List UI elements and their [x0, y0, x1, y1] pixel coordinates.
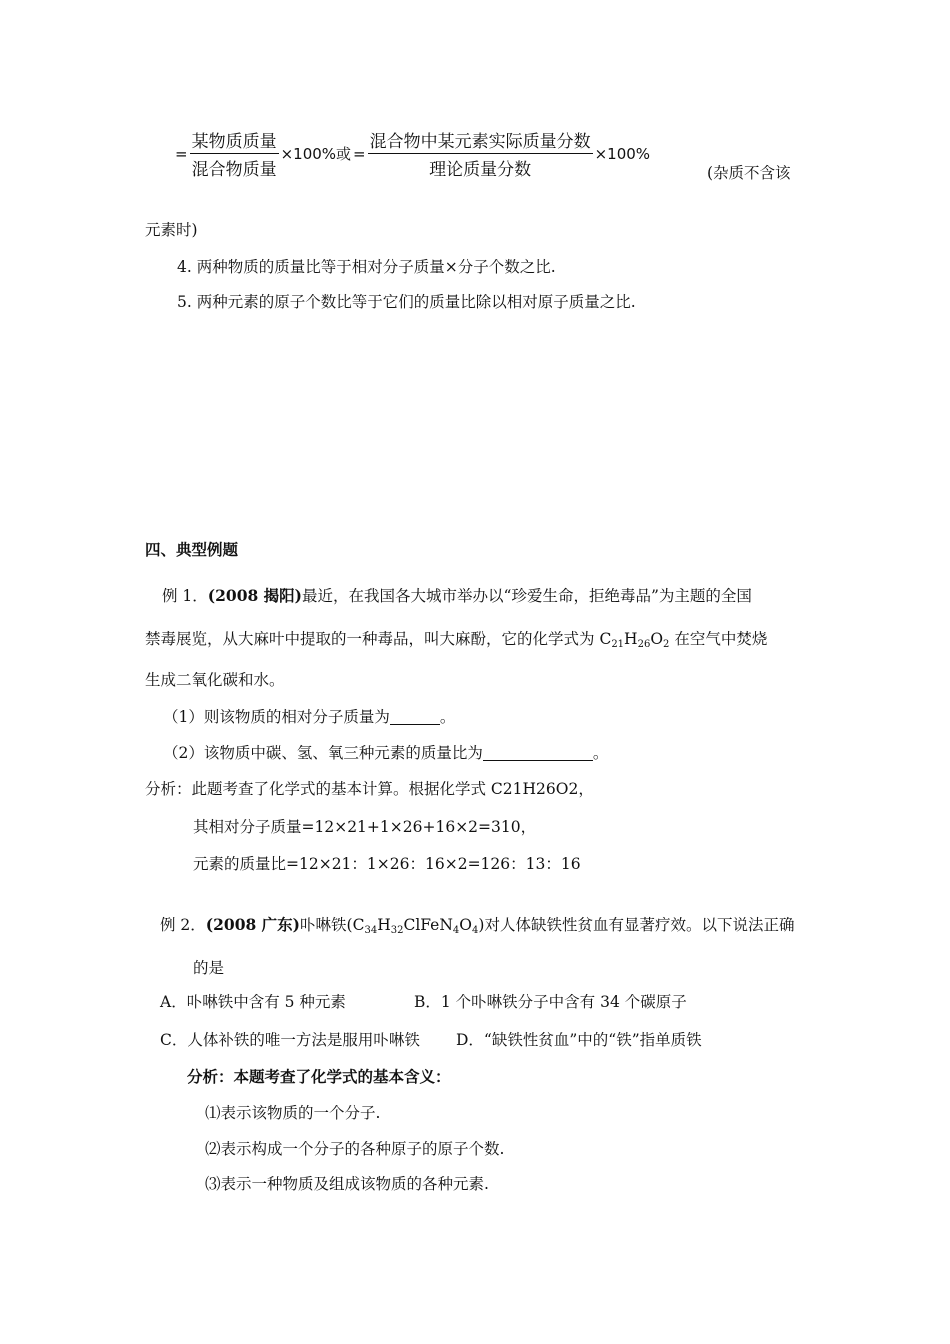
formula-element: C — [352, 916, 365, 934]
formula-subscript: 4 — [452, 925, 460, 936]
fraction-mass-ratio — [190, 127, 279, 180]
example-2-analysis: 分析：本题考查了化学式的基本含义： — [187, 1067, 451, 1086]
formula-element: ClFeN — [403, 916, 453, 934]
rule-4: 4. 两种物质的质量比等于相对分子质量×分子个数之比. — [177, 258, 556, 276]
question-2 — [163, 741, 608, 763]
example-2-line-2: 的是 — [193, 959, 225, 977]
example-1-text: 在空气中焚烧 — [669, 630, 768, 648]
formula-subscript: 2 — [663, 639, 670, 650]
formula-subscript: 34 — [364, 925, 378, 936]
calc-molecular-mass: 其相对分子质量=12×21+1×26+16×2=310， — [193, 818, 537, 836]
question-end: 。 — [439, 708, 456, 726]
calc-mass-ratio: 元素的质量比=12×21：1×26：16×2=126：13：16 — [193, 855, 581, 873]
fraction-numerator: 混合物中某元素实际质量分数 — [368, 127, 593, 154]
example-1-source: (2008 揭阳) — [207, 586, 303, 605]
option-a: A．卟啉铁中含有 5 种元素 — [160, 993, 346, 1011]
answer-blank[interactable] — [390, 708, 440, 725]
meaning-2: ⑵表示构成一个分子的各种原子的原子个数. — [205, 1140, 505, 1158]
rule-5: 5. 两种元素的原子个数比等于它们的质量比除以相对原子质量之比. — [177, 293, 636, 311]
times-percent: ×100% — [594, 144, 651, 163]
fraction-denominator: 混合物质量 — [191, 160, 277, 180]
example-1-line-1 — [162, 584, 752, 606]
formula-element: O — [459, 916, 473, 934]
example-2-prefix: 例 2． — [160, 916, 206, 934]
example-1-text: 禁毒展览，从大麻叶中提取的一种毒品，叫大麻酚，它的化学式为 — [145, 630, 600, 648]
example-1-text: 最近，在我国各大城市举办以“珍爱生命，拒绝毒品”为主题的全国 — [302, 587, 752, 605]
question-text: （2）该物质中碳、氢、氧三种元素的质量比为 — [163, 744, 483, 762]
chemical-formula — [353, 916, 479, 934]
fraction-denominator: 理论质量分数 — [429, 160, 532, 180]
equals-sign: = — [175, 144, 188, 163]
question-text: （1）则该物质的相对分子质量为 — [163, 708, 390, 726]
formula-element: C — [599, 630, 612, 648]
chemical-formula — [599, 630, 669, 648]
formula-element: H — [624, 630, 638, 648]
formula-note: (杂质不含该 — [707, 164, 791, 182]
question-end: 。 — [592, 744, 609, 762]
formula-element: H — [377, 916, 391, 934]
times-percent: ×100%或 — [280, 145, 352, 163]
example-2-text: )对人体缺铁性贫血有显著疗效。以下说法正确 — [478, 916, 795, 934]
fraction-numerator: 某物质质量 — [190, 127, 279, 154]
answer-blank[interactable] — [483, 744, 593, 761]
example-1-line-2 — [145, 627, 767, 649]
option-b: B．1 个卟啉铁分子中含有 34 个碳原子 — [414, 993, 687, 1011]
formula-element: O — [650, 630, 664, 648]
example-2-text: 卟啉铁( — [300, 916, 353, 934]
section-heading: 四、典型例题 — [145, 540, 239, 559]
formula-subscript: 26 — [637, 639, 651, 650]
example-1-line-3: 生成二氧化碳和水。 — [145, 671, 285, 689]
formula-subscript: 4 — [472, 925, 479, 936]
example-1-analysis: 分析：此题考查了化学式的基本计算。根据化学式 C21H26O2， — [145, 780, 594, 798]
meaning-3: ⑶表示一种物质及组成该物质的各种元素. — [205, 1175, 489, 1193]
formula-note-continued: 元素时) — [145, 221, 198, 239]
question-1 — [163, 705, 455, 727]
option-c: C．人体补铁的唯一方法是服用卟啉铁 — [160, 1031, 420, 1049]
option-d: D．“缺铁性贫血”中的“铁”指单质铁 — [456, 1031, 702, 1049]
meaning-1: ⑴表示该物质的一个分子. — [205, 1104, 381, 1122]
fraction-element-ratio — [368, 127, 593, 180]
example-1-prefix: 例 1． — [162, 587, 208, 605]
equals-sign: = — [353, 144, 366, 163]
formula-subscript: 21 — [611, 639, 625, 650]
example-2-line-1 — [160, 913, 794, 935]
formula-subscript: 32 — [390, 925, 404, 936]
example-2-source: (2008 广东) — [205, 915, 301, 934]
percentage-formula — [175, 127, 650, 180]
